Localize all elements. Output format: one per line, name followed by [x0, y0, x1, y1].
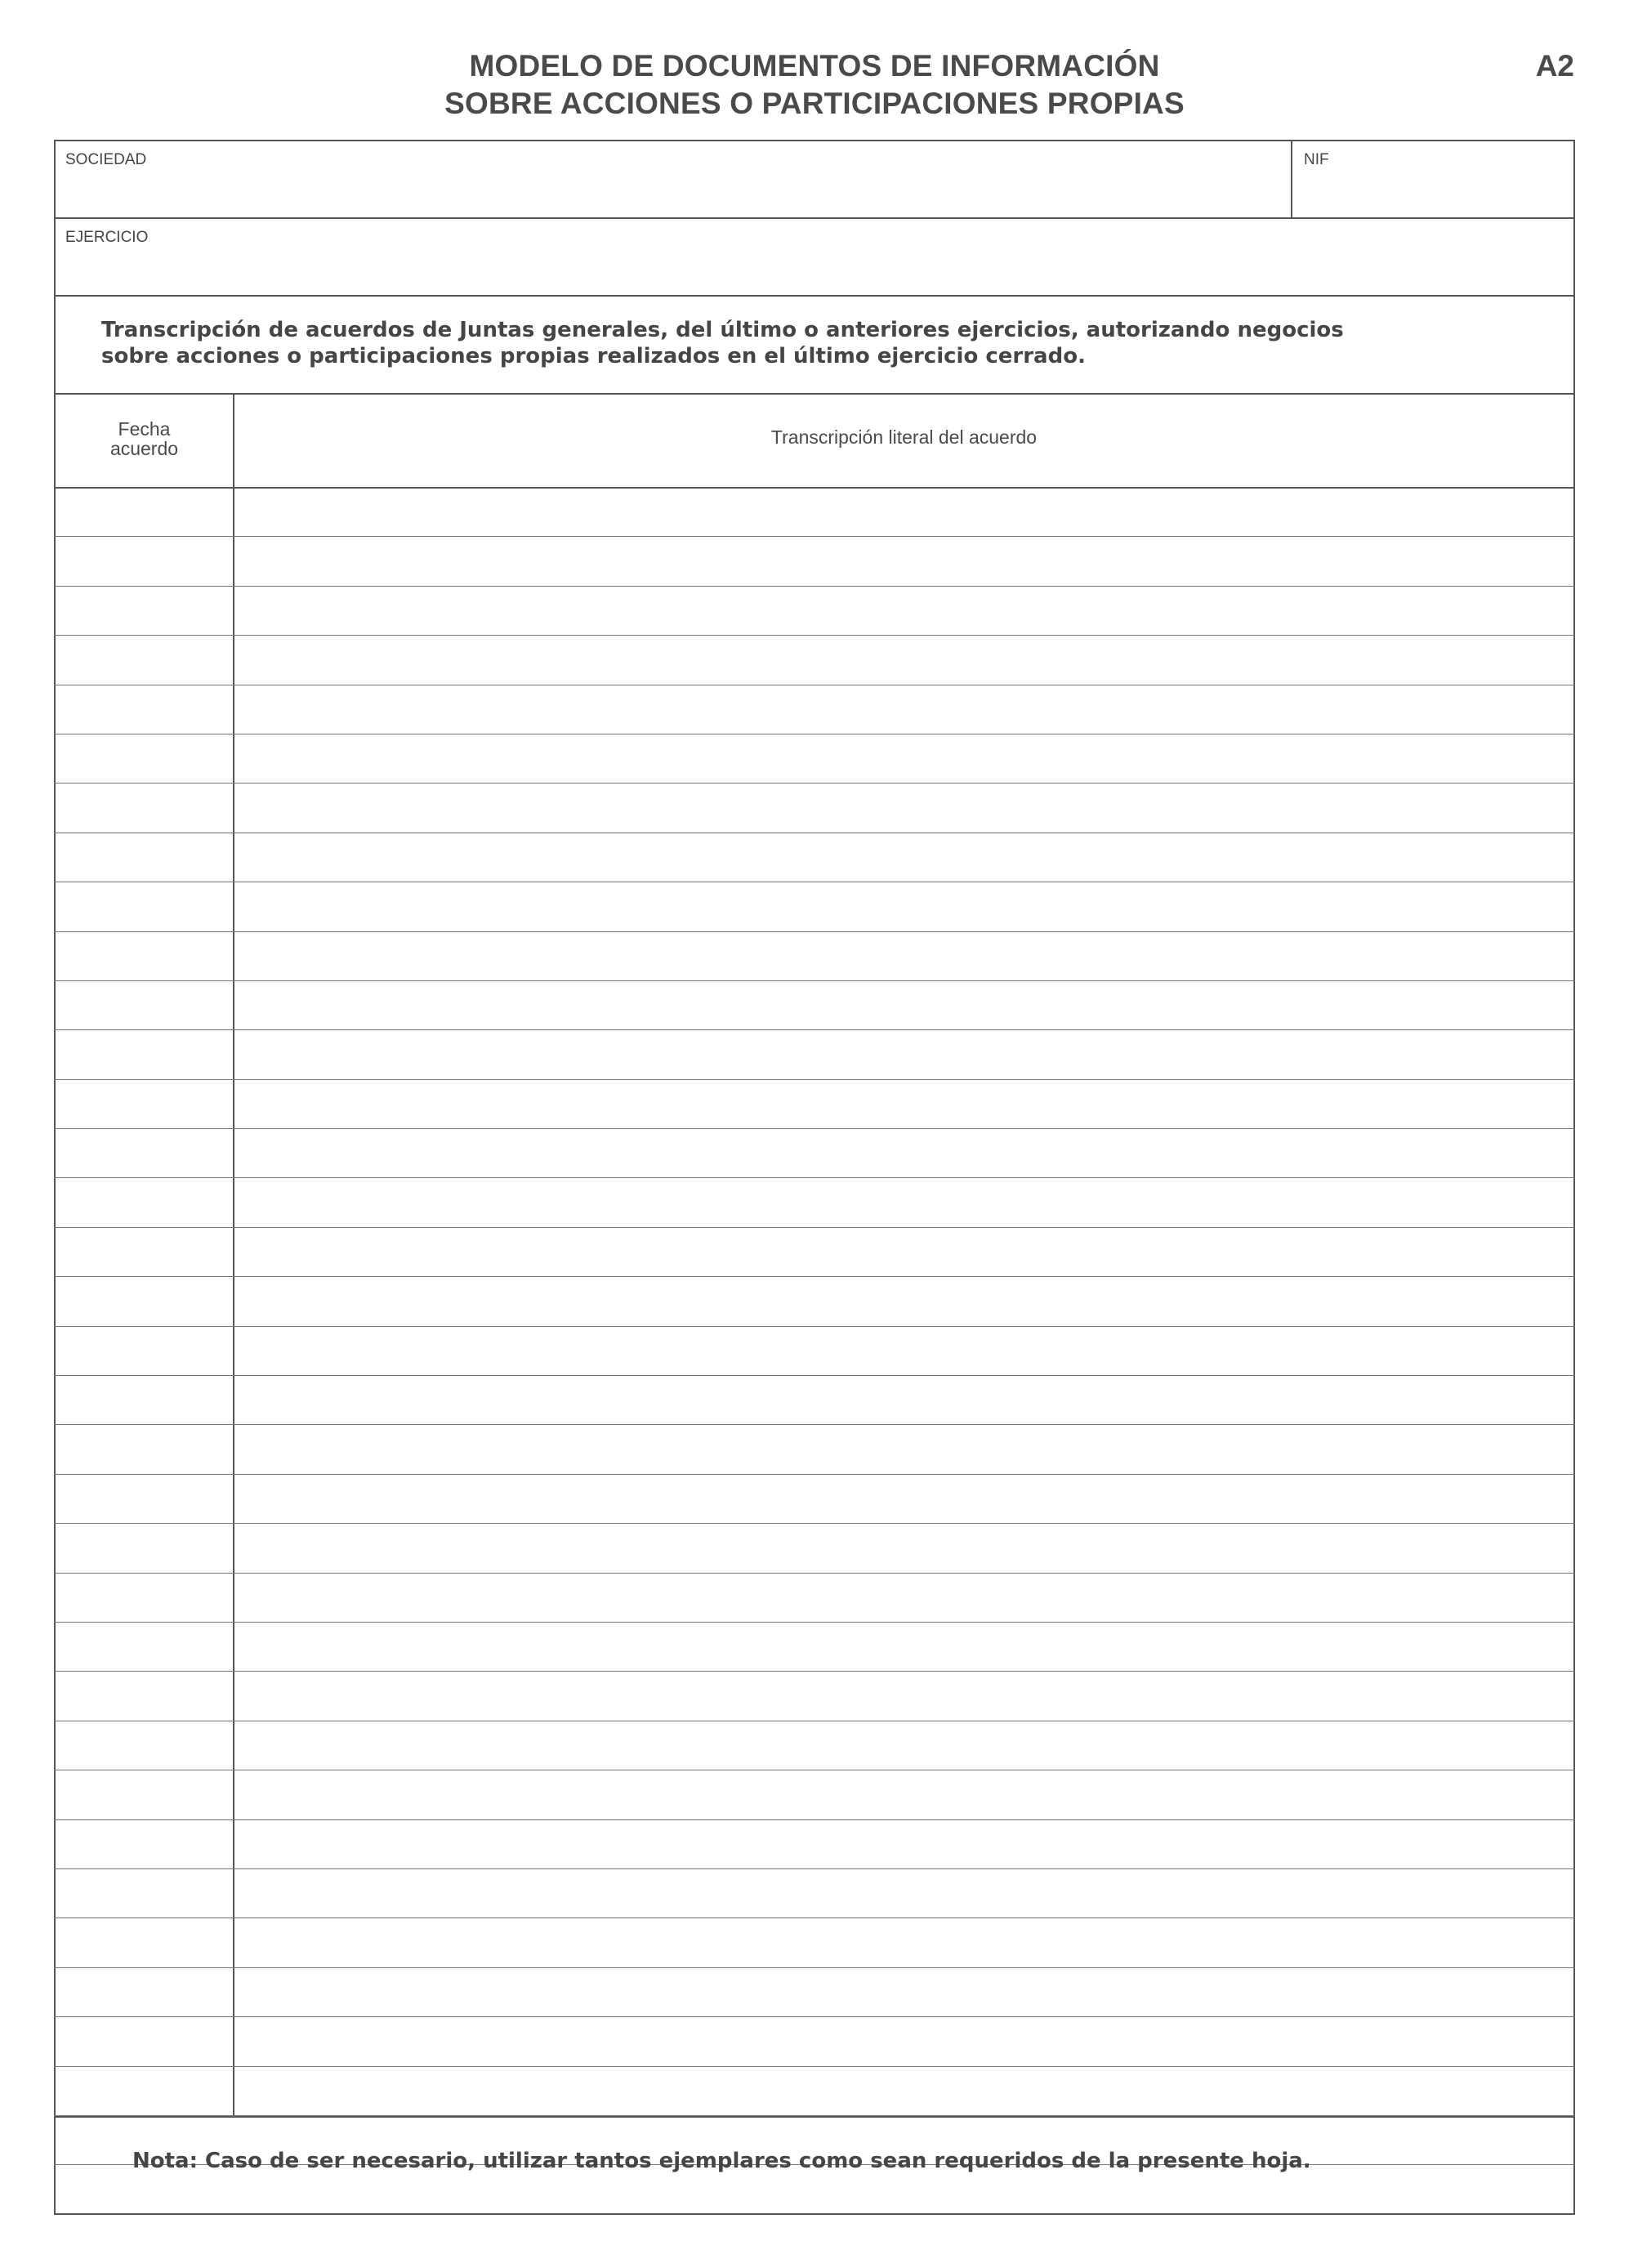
table-row: [54, 1376, 1575, 1425]
table-row: [54, 1178, 1575, 1227]
transcription-cell[interactable]: [233, 1968, 1575, 2016]
ejercicio-field[interactable]: [65, 229, 148, 247]
table-row: [54, 1524, 1575, 1573]
table-row: [54, 734, 1575, 784]
table-row: [54, 833, 1575, 882]
transcription-cell[interactable]: [233, 932, 1575, 980]
section-title-line-1: Transcripción de acuerdos de Juntas generales, del último o anteriores ejercicios, autorizando negocios: [101, 318, 1344, 342]
transcription-cell[interactable]: [233, 1228, 1575, 1276]
section-title-line-2: sobre acciones o participaciones propias realizados en el último ejercicio cerrado.: [101, 344, 1086, 368]
date-cell[interactable]: [54, 2017, 233, 2065]
date-cell[interactable]: [54, 981, 233, 1029]
transcription-cell[interactable]: [233, 1623, 1575, 1671]
table-row: [54, 1672, 1575, 1721]
date-cell[interactable]: [54, 1574, 233, 1622]
divider-sociedad: [54, 217, 1575, 219]
date-cell[interactable]: [54, 1475, 233, 1523]
agreements-table: [54, 488, 1575, 2165]
transcription-cell[interactable]: [233, 1129, 1575, 1177]
date-cell[interactable]: [54, 636, 233, 684]
date-cell[interactable]: [54, 537, 233, 585]
table-row: [54, 1623, 1575, 1672]
divider-ejercicio: [54, 295, 1575, 297]
column-header-fecha-line-2: acuerdo: [109, 438, 179, 459]
transcription-cell[interactable]: [233, 1030, 1575, 1078]
date-cell[interactable]: [54, 784, 233, 832]
date-cell[interactable]: [54, 1376, 233, 1424]
table-row: [54, 2067, 1575, 2116]
table-row: [54, 1277, 1575, 1326]
date-cell[interactable]: [54, 1080, 233, 1128]
table-row: [54, 1820, 1575, 1869]
transcription-cell[interactable]: [233, 1524, 1575, 1572]
divider-section-title: [54, 393, 1575, 395]
date-cell[interactable]: [54, 1918, 233, 1967]
table-row: [54, 1869, 1575, 1918]
transcription-cell[interactable]: [233, 1770, 1575, 1819]
transcription-cell[interactable]: [233, 784, 1575, 832]
page-title-line-2: SOBRE ACCIONES O PARTICIPACIONES PROPIAS: [444, 87, 1185, 120]
table-row: [54, 1770, 1575, 1819]
form-code: A2: [1535, 49, 1574, 83]
transcription-cell[interactable]: [233, 537, 1575, 585]
transcription-cell[interactable]: [233, 587, 1575, 635]
table-row: [54, 882, 1575, 931]
ejercicio-label: EJERCICIO: [65, 229, 149, 246]
transcription-cell[interactable]: [233, 1327, 1575, 1375]
transcription-cell[interactable]: [233, 685, 1575, 734]
nif-label: NIF: [1304, 151, 1329, 168]
table-row: [54, 1030, 1575, 1079]
section-title: [101, 317, 1408, 369]
date-cell[interactable]: [54, 2067, 233, 2115]
transcription-cell[interactable]: [233, 1918, 1575, 1967]
table-row: [54, 1129, 1575, 1178]
table-row: [54, 1721, 1575, 1770]
table-row: [54, 587, 1575, 636]
transcription-cell[interactable]: [233, 734, 1575, 783]
date-cell[interactable]: [54, 833, 233, 882]
table-row: [54, 636, 1575, 685]
table-row: [54, 1918, 1575, 1967]
transcription-cell[interactable]: [233, 1178, 1575, 1226]
sociedad-label: SOCIEDAD: [65, 151, 147, 168]
date-cell[interactable]: [54, 882, 233, 931]
date-cell[interactable]: [54, 1277, 233, 1325]
date-cell[interactable]: [54, 932, 233, 980]
date-cell[interactable]: [54, 1425, 233, 1473]
transcription-cell[interactable]: [233, 2017, 1575, 2065]
date-cell[interactable]: [54, 488, 233, 536]
table-row: [54, 1475, 1575, 1524]
date-cell[interactable]: [54, 1327, 233, 1375]
table-row: [54, 1574, 1575, 1623]
table-row: [54, 685, 1575, 734]
column-header-fecha: [56, 419, 233, 458]
table-row: [54, 1968, 1575, 2017]
transcription-cell[interactable]: [233, 2067, 1575, 2115]
date-cell[interactable]: [54, 1820, 233, 1868]
date-cell[interactable]: [54, 1524, 233, 1572]
transcription-cell[interactable]: [233, 1376, 1575, 1424]
divider-nif: [1291, 140, 1292, 218]
date-cell[interactable]: [54, 1869, 233, 1918]
transcription-cell[interactable]: [233, 1080, 1575, 1128]
date-cell[interactable]: [54, 685, 233, 734]
transcription-cell[interactable]: [233, 1869, 1575, 1918]
date-cell[interactable]: [54, 1672, 233, 1720]
table-row: [54, 488, 1575, 537]
table-row: [54, 932, 1575, 981]
transcription-cell[interactable]: [233, 1425, 1575, 1473]
page-title-line-1: MODELO DE DOCUMENTOS DE INFORMACIÓN: [469, 49, 1160, 83]
date-cell[interactable]: [54, 1228, 233, 1276]
table-row: [54, 2017, 1575, 2066]
date-cell[interactable]: [54, 1030, 233, 1078]
footer-note: Nota: Caso de ser necesario, utilizar tantos ejemplares como sean requeridos de la presente hoja.: [132, 2149, 1311, 2173]
table-row: [54, 537, 1575, 586]
transcription-cell[interactable]: [233, 636, 1575, 684]
transcription-cell[interactable]: [233, 1574, 1575, 1622]
column-header-transcripcion: Transcripción literal del acuerdo: [770, 426, 1038, 448]
transcription-cell[interactable]: [233, 833, 1575, 882]
transcription-cell[interactable]: [233, 1277, 1575, 1325]
transcription-cell[interactable]: [233, 1721, 1575, 1770]
date-cell[interactable]: [54, 1129, 233, 1177]
table-row: [54, 784, 1575, 833]
transcription-cell[interactable]: [233, 1475, 1575, 1523]
date-cell[interactable]: [54, 1623, 233, 1671]
date-cell[interactable]: [54, 1770, 233, 1819]
nif-field[interactable]: [1304, 151, 1329, 169]
date-cell[interactable]: [54, 1968, 233, 2016]
transcription-cell[interactable]: [233, 1672, 1575, 1720]
table-row: [54, 1327, 1575, 1376]
table-row: [54, 1228, 1575, 1277]
date-cell[interactable]: [54, 1721, 233, 1770]
transcription-cell[interactable]: [233, 981, 1575, 1029]
sociedad-field[interactable]: [65, 151, 146, 169]
table-row: [54, 981, 1575, 1030]
page-title: [0, 47, 1629, 123]
transcription-cell[interactable]: [233, 488, 1575, 536]
transcription-cell[interactable]: [233, 882, 1575, 931]
transcription-cell[interactable]: [233, 1820, 1575, 1868]
column-header-fecha-line-1: Fecha: [118, 418, 171, 440]
date-cell[interactable]: [54, 1178, 233, 1226]
table-row: [54, 1080, 1575, 1129]
date-cell[interactable]: [54, 734, 233, 783]
date-cell[interactable]: [54, 587, 233, 635]
table-row: [54, 1425, 1575, 1474]
